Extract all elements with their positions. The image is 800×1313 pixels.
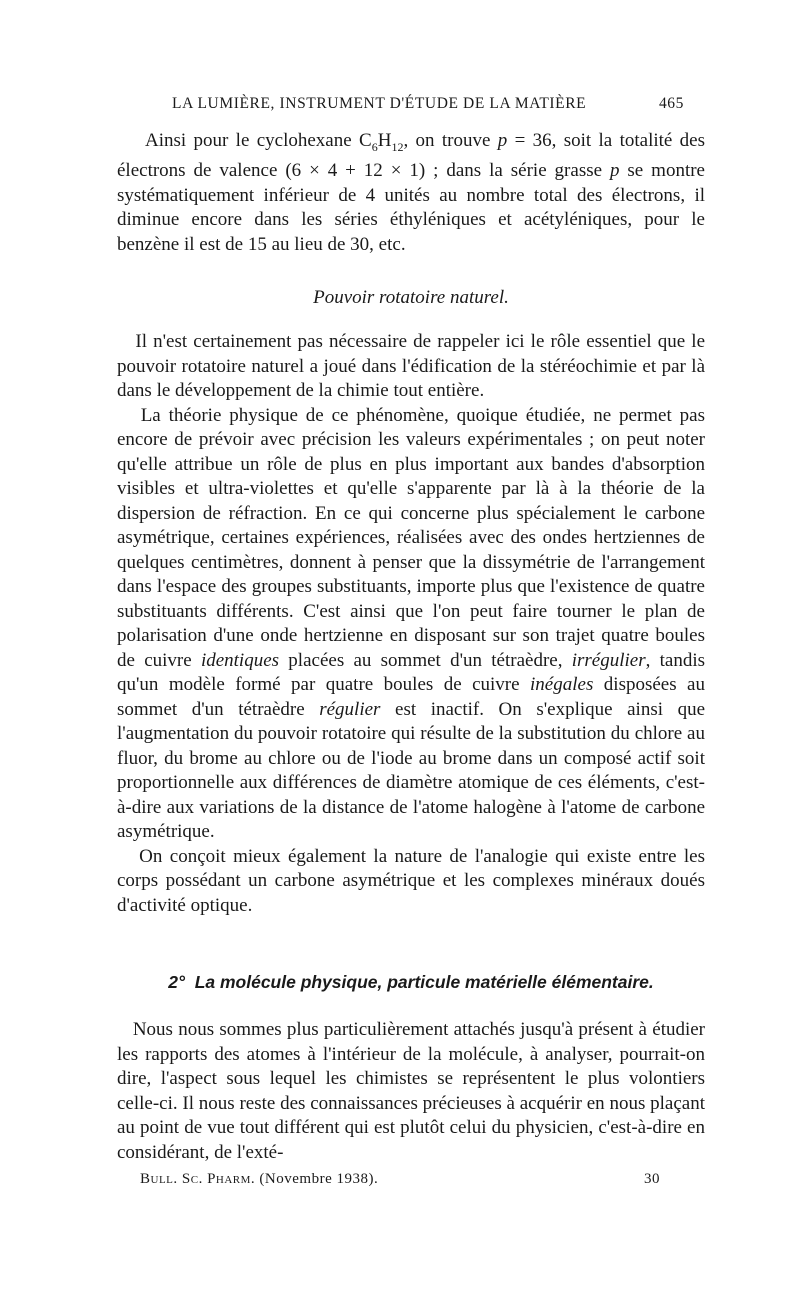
journal-abbrev: Bull. Sc. Pharm. — [140, 1171, 256, 1187]
running-head — [172, 95, 684, 113]
emphasis: irrégulier — [571, 649, 646, 671]
section-heading-molecule-physique — [117, 972, 705, 993]
formula-cyclohexane: $C_6H_{12}$ — [359, 130, 404, 154]
journal-issue: (Novembre 1938). — [259, 1171, 379, 1187]
journal-citation — [140, 1171, 378, 1188]
variable-p: p — [609, 160, 620, 182]
paragraph: Il n'est certainement pas nécessaire de rappeler ici le rôle essentiel que le pouvoir rotatoire naturel a joué dans l'édification de la stéréochimie et par là dans le développement de la chimie tout entière. — [117, 331, 706, 401]
section-title-pouvoir-rotatoire: Pouvoir rotatoire naturel. — [313, 287, 509, 308]
sheet-number: 30 — [644, 1171, 660, 1187]
intro-paragraph — [117, 129, 705, 257]
variable-p: p — [497, 130, 508, 151]
paragraph: On conçoit mieux également la nature de l'analogie qui existe entre les corps possédant un carbone asymétrique et les complexes minéraux doués d'activité optique. — [117, 845, 705, 916]
section1-body — [117, 330, 705, 918]
section-heading-text: La molécule physique, particule matérielle élémentaire. — [194, 972, 654, 992]
intro-text-a: Ainsi pour le cyclohexane — [145, 130, 360, 151]
emphasis: régulier — [319, 698, 381, 720]
page-number: 465 — [658, 95, 684, 112]
section2-body — [117, 1018, 705, 1165]
page-footer — [140, 1171, 660, 1188]
intro-text-b: , on trouve — [403, 130, 498, 151]
emphasis: inégales — [530, 674, 594, 695]
intro-text-d: se montre systématiquement inférieur de 4 unités au nombre total des électrons, il diminue encore dans les séries éthyléniques et acétyléniques, pour le benzène il est de 15 au lieu de 30, etc. — [117, 160, 705, 255]
paragraph: Nous nous sommes plus particulièrement attachés jusqu'à présent à étudier les rapports des atomes à l'intérieur de la molécule, à analyser, pourrait-on dire, l'aspect sous lequel les chimistes se représentent le plus volontiers celle-ci. Il nous reste des connaissances précieuses à acquérir en nous plaçant au point de vue tout différent qui est plutôt celui du physicien, c'est-à-dire en considérant, de l'exté- — [117, 1019, 706, 1163]
running-head-title: LA LUMIÈRE, INSTRUMENT D'ÉTUDE DE LA MATIÈRE — [172, 95, 587, 112]
emphasis: identiques — [200, 649, 280, 671]
paragraph: La théorie physique de ce phénomène, quoique étudiée, ne permet pas encore de prévoir avec précision les valeurs expérimentales ; on peut noter qu'elle attribue un rôle de plus en plus important aux bandes d'absorption visibles et ultra-violettes et qu'elle s'apparente par là à la théorie de la dispersion de réfraction. En ce qui concerne plus spécialement le carbone asymétrique, certaines expériences, réalisées avec des ondes hertziennes de quelques centimètres, donnent à penser que la dissymétrie de l'arrangement dans l'espace des groupes substituants, importe plus que l'existence de quatre substituants différents. C'est ainsi que l'on peut faire tourner le plan de polarisation d'une onde hertzienne en disposant sur son trajet quatre boules de cuivre identiques placées au sommet d'un tétraèdre, irrégulier, tandis qu'un modèle formé par quatre boules de cuivre inégales disposées au sommet d'un tétraèdre régulier est inactif. On s'explique ainsi que l'augmentation du pouvoir rotatoire qui résulte de la substitution du chlore au fluor, du brome au chlore ou de l'iode au brome dans un composé actif soit proportionnelle aux différences de diamètre atomique de ces éléments, c'est-à-dire aux variations de la distance de l'atome halogène à l'atome de carbone asymétrique. — [117, 404, 706, 842]
section-number: 2° — [168, 972, 185, 992]
intro-text-c: = 36, soit la totalité des électrons de valence (6 × 4 + 12 × 1) ; dans la série grasse — [117, 130, 706, 182]
